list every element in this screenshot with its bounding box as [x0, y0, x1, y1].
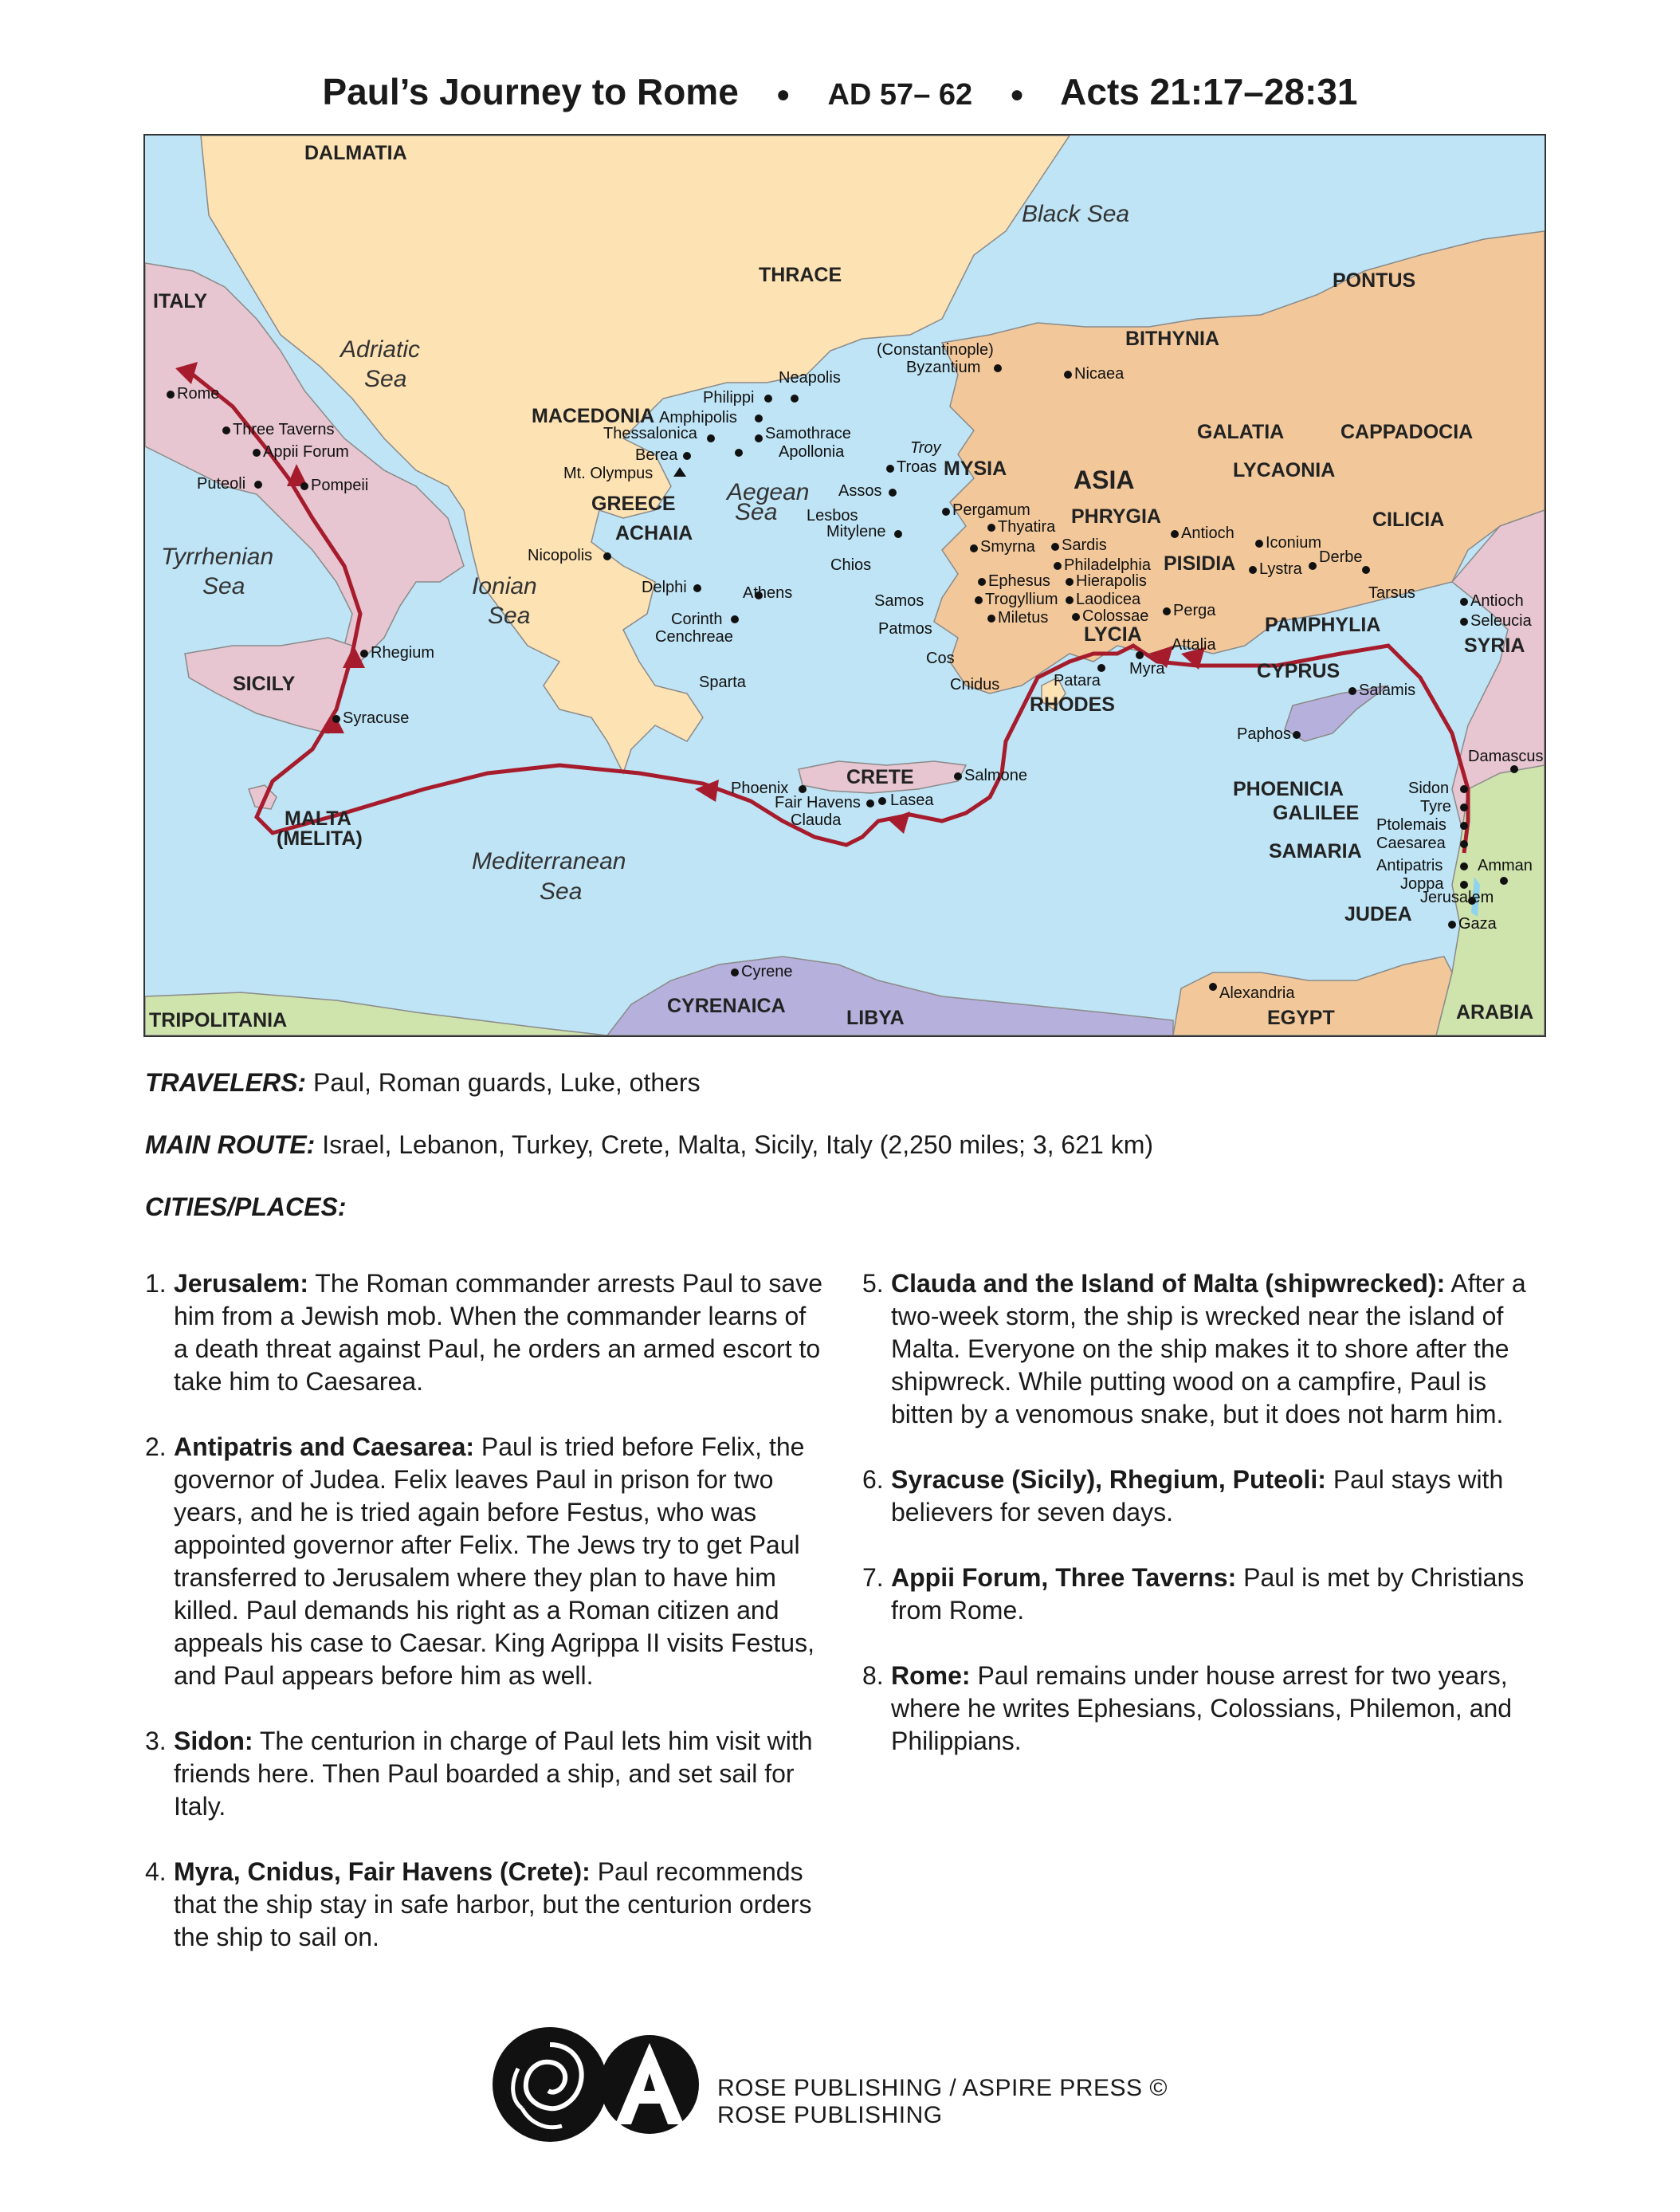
item-number: 7.: [862, 1563, 884, 1592]
city-smyrna: Smyrna: [980, 538, 1035, 556]
city-three-taverns: Three Taverns: [233, 421, 335, 438]
journey-map: [143, 134, 1546, 1037]
label-mediterranean-1: Mediterranean: [472, 848, 626, 874]
city-damascus: Damascus: [1468, 748, 1544, 765]
list-item: [862, 1660, 1540, 1758]
city-puteoli: Puteoli: [197, 475, 246, 493]
main-route-label: MAIN ROUTE:: [145, 1130, 316, 1159]
label-sicily: SICILY: [233, 673, 296, 695]
item-text: Paul stays with believers for seven days.: [891, 1465, 1504, 1526]
city-salamis: Salamis: [1359, 682, 1416, 699]
label-italy: ITALY: [153, 290, 208, 312]
item-name: Rome:: [891, 1661, 971, 1690]
city-lystra: Lystra: [1259, 560, 1302, 578]
bullet-separator: ●: [775, 81, 791, 108]
city-tarsus: Tarsus: [1368, 584, 1415, 602]
label-mysia: MYSIA: [944, 458, 1007, 480]
list-item: [862, 1267, 1540, 1431]
city-antioch-pisidia: Antioch: [1181, 525, 1234, 542]
places-column-right: [862, 1267, 1540, 1790]
city-lasea: Lasea: [890, 792, 934, 809]
item-name: Appii Forum, Three Taverns:: [891, 1563, 1237, 1592]
item-text: Paul recommends that the ship stay in safe harbor, but the centurion orders the ship to sail on.: [174, 1857, 812, 1951]
label-phoenicia: PHOENICIA: [1233, 778, 1344, 800]
city-cnidus: Cnidus: [950, 676, 1000, 693]
label-cyrenaica: CYRENAICA: [667, 995, 786, 1017]
page-title: [0, 70, 1680, 113]
label-crete: CRETE: [846, 766, 914, 788]
city-apollonia: Apollonia: [779, 443, 845, 461]
label-galilee: GALILEE: [1273, 802, 1360, 824]
title-main: Paul’s Journey to Rome: [322, 71, 739, 112]
city-cyrene: Cyrene: [741, 963, 793, 980]
label-thrace: THRACE: [759, 264, 842, 286]
city-philadelphia: Philadelphia: [1064, 556, 1151, 574]
city-cos: Cos: [926, 650, 955, 667]
label-lycia: LYCIA: [1084, 623, 1142, 646]
item-name: Jerusalem:: [174, 1269, 308, 1298]
label-cilicia: CILICIA: [1372, 509, 1445, 531]
item-number: 3.: [145, 1727, 167, 1755]
travelers-label: TRAVELERS:: [145, 1068, 307, 1097]
label-syria: SYRIA: [1464, 635, 1525, 657]
label-judea: JUDEA: [1344, 903, 1412, 925]
publisher-logo: [486, 2021, 709, 2148]
city-cenchreae: Cenchreae: [655, 628, 733, 646]
list-item: [145, 1267, 822, 1398]
label-tyrrhenian-2: Sea: [202, 573, 245, 599]
city-miletus: Miletus: [998, 609, 1049, 627]
label-ionian-2: Sea: [488, 603, 531, 629]
city-rome: Rome: [177, 385, 220, 403]
city-sparta: Sparta: [699, 674, 746, 691]
city-constantinople: (Constantinople): [877, 341, 994, 359]
city-pompeii: Pompeii: [311, 477, 369, 494]
item-name: Antipatris and Caesarea:: [174, 1432, 475, 1461]
city-chios: Chios: [830, 556, 872, 574]
city-mitylene: Mitylene: [826, 523, 886, 540]
city-trogyllium: Trogyllium: [985, 591, 1058, 608]
label-dalmatia: DALMATIA: [304, 142, 407, 164]
city-antioch-syria: Antioch: [1470, 592, 1524, 610]
city-assos: Assos: [838, 482, 882, 500]
label-tyrrhenian-1: Tyrrhenian: [161, 544, 274, 570]
city-iconium: Iconium: [1266, 534, 1322, 552]
city-samothrace: Samothrace: [765, 425, 851, 442]
city-rhegium: Rhegium: [371, 644, 435, 662]
title-dates: AD 57– 62: [827, 78, 973, 112]
item-number: 8.: [862, 1661, 884, 1690]
city-patmos: Patmos: [878, 620, 932, 638]
label-galatia: GALATIA: [1197, 421, 1285, 443]
main-route-text: Israel, Lebanon, Turkey, Crete, Malta, Sicily, Italy (2,250 miles; 3, 621 km): [322, 1130, 1153, 1159]
city-thyatira: Thyatira: [998, 518, 1056, 536]
item-text: The Roman commander arrests Paul to save him from a Jewish mob. When the commander learns of a death threat against Paul, he orders an armed escort to take him to Caesarea.: [174, 1269, 823, 1396]
bullet-separator: ●: [1009, 81, 1025, 108]
label-mediterranean-2: Sea: [540, 878, 583, 905]
city-salmone: Salmone: [964, 767, 1027, 784]
item-name: Syracuse (Sicily), Rhegium, Puteoli:: [891, 1465, 1326, 1494]
city-paphos: Paphos: [1237, 725, 1291, 743]
rose-icon: [493, 2027, 607, 2142]
city-troas: Troas: [897, 458, 937, 476]
list-item: [862, 1562, 1540, 1627]
item-number: 2.: [145, 1432, 167, 1461]
city-derbe: Derbe: [1319, 548, 1363, 566]
label-cappadocia: CAPPADOCIA: [1340, 421, 1474, 443]
places-column-left: [145, 1267, 822, 1986]
city-ptolemais: Ptolemais: [1376, 816, 1446, 834]
item-name: Sidon:: [174, 1727, 253, 1755]
label-black-sea: Black Sea: [1022, 201, 1130, 227]
city-joppa: Joppa: [1400, 875, 1444, 893]
label-bithynia: BITHYNIA: [1125, 328, 1220, 350]
item-number: 6.: [862, 1465, 884, 1494]
city-pergamum: Pergamum: [952, 501, 1030, 519]
label-malta: MALTA: [285, 807, 351, 830]
city-ephesus: Ephesus: [988, 572, 1050, 590]
item-text: The centurion in charge of Paul lets him visit with friends here. Then Paul boarded a ship, and set sail for Italy.: [174, 1727, 813, 1821]
city-antipatris: Antipatris: [1376, 857, 1443, 874]
city-caesarea: Caesarea: [1376, 835, 1446, 852]
city-tyre: Tyre: [1420, 798, 1451, 815]
label-macedonia: MACEDONIA: [532, 405, 655, 427]
city-athens: Athens: [743, 584, 793, 602]
city-myra: Myra: [1129, 660, 1165, 678]
city-nicaea: Nicaea: [1074, 365, 1125, 383]
city-philippi: Philippi: [703, 389, 755, 407]
city-attalia: Attalia: [1172, 636, 1216, 654]
label-pontus: PONTUS: [1333, 269, 1416, 292]
item-name: Clauda and the Island of Malta (shipwrecked):: [891, 1269, 1446, 1298]
city-fair-havens: Fair Havens: [775, 794, 861, 811]
item-text: Paul remains under house arrest for two years, where he writes Ephesians, Colossians, Philemon, and Philippians.: [891, 1661, 1513, 1755]
item-text: Paul is tried before Felix, the governor of Judea. Felix leaves Paul in prison for two years, and he is tried again before Festus, who was appointed governor after Felix. The Jews try to get Paul transferred to Jerusalem where they plan to have him killed. Paul demands his right as a Roman citizen and appeals his case to Caesar. King Agrippa II visits Festus, and Paul appears before him as well.: [174, 1432, 814, 1690]
list-item: [145, 1856, 822, 1954]
city-syracuse: Syracuse: [343, 709, 410, 727]
label-achaia: ACHAIA: [615, 522, 693, 544]
item-number: 1.: [145, 1269, 167, 1298]
city-colossae: Colossae: [1082, 607, 1149, 625]
city-troy: Troy: [910, 439, 941, 457]
city-amphipolis: Amphipolis: [659, 409, 737, 426]
label-aegean-2: Sea: [735, 499, 778, 525]
label-libya: LIBYA: [846, 1007, 905, 1029]
cities-places-label: CITIES/PLACES:: [145, 1192, 347, 1221]
city-lesbos: Lesbos: [807, 507, 858, 525]
city-gaza: Gaza: [1458, 915, 1497, 933]
city-corinth: Corinth: [671, 611, 723, 628]
main-route-line: [145, 1130, 1153, 1160]
city-laodicea: Laodicea: [1076, 591, 1141, 608]
cities-places-heading: [145, 1192, 346, 1222]
list-item: [862, 1464, 1540, 1529]
label-rhodes: RHODES: [1030, 693, 1115, 716]
city-sidon: Sidon: [1408, 780, 1450, 797]
footer: [486, 2021, 1203, 2148]
city-amman: Amman: [1478, 857, 1533, 874]
city-thessalonica: Thessalonica: [603, 425, 697, 442]
label-melita: (MELITA): [277, 827, 363, 850]
label-samaria: SAMARIA: [1269, 840, 1362, 862]
label-arabia: ARABIA: [1456, 1001, 1534, 1023]
label-adriatic-2: Sea: [364, 366, 407, 392]
city-mt-olympus: Mt. Olympus: [563, 465, 654, 482]
city-clauda: Clauda: [791, 811, 842, 829]
city-phoenix: Phoenix: [731, 780, 789, 797]
label-adriatic-1: Adriatic: [340, 336, 421, 363]
travelers-line: [145, 1068, 701, 1098]
city-berea: Berea: [635, 446, 678, 464]
title-reference: Acts 21:17–28:31: [1060, 71, 1358, 112]
city-hierapolis: Hierapolis: [1076, 572, 1147, 590]
city-byzantium: Byzantium: [906, 359, 981, 376]
city-alexandria: Alexandria: [1219, 984, 1295, 1002]
city-samos: Samos: [874, 592, 924, 610]
publisher-credit: ROSE PUBLISHING / ASPIRE PRESS © ROSE PUBLISHING: [717, 2075, 1168, 2128]
label-pamphylia: PAMPHYLIA: [1265, 614, 1381, 636]
item-number: 4.: [145, 1857, 167, 1886]
travelers-text: Paul, Roman guards, Luke, others: [312, 1068, 701, 1097]
label-cyprus: CYPRUS: [1257, 660, 1340, 682]
city-patara: Patara: [1054, 672, 1101, 690]
label-ionian-1: Ionian: [472, 573, 537, 599]
item-text: Paul is met by Christians from Rome.: [891, 1563, 1525, 1625]
city-perga: Perga: [1173, 602, 1216, 619]
label-pisidia: PISIDIA: [1164, 552, 1236, 575]
list-item: [145, 1431, 822, 1692]
city-neapolis: Neapolis: [779, 369, 841, 387]
item-name: Myra, Cnidus, Fair Havens (Crete):: [174, 1857, 591, 1886]
label-phrygia: PHRYGIA: [1071, 505, 1161, 528]
item-text: After a two-week storm, the ship is wrecked near the island of Malta. Everyone on the ship makes it to shore after the shipwreck. While putting wood on a campfire, Paul is bitten by a venomous snake, but it does not harm him.: [891, 1269, 1526, 1428]
label-egypt: EGYPT: [1267, 1007, 1335, 1029]
label-greece: GREECE: [591, 493, 676, 515]
city-sardis: Sardis: [1062, 536, 1107, 554]
city-appii-forum: Appii Forum: [263, 443, 349, 461]
label-asia: ASIA: [1074, 466, 1135, 494]
city-seleucia: Seleucia: [1470, 612, 1532, 630]
label-lycaonia: LYCAONIA: [1233, 459, 1336, 481]
item-number: 5.: [862, 1269, 884, 1298]
label-tripolitania: TRIPOLITANIA: [149, 1009, 288, 1031]
list-item: [145, 1725, 822, 1823]
city-jerusalem: Jerusalem: [1420, 889, 1494, 906]
aspire-a-icon: [600, 2035, 699, 2134]
city-delphi: Delphi: [642, 579, 687, 596]
city-nicopolis: Nicopolis: [528, 547, 593, 564]
label-aegean-1: Aegean: [727, 479, 810, 505]
